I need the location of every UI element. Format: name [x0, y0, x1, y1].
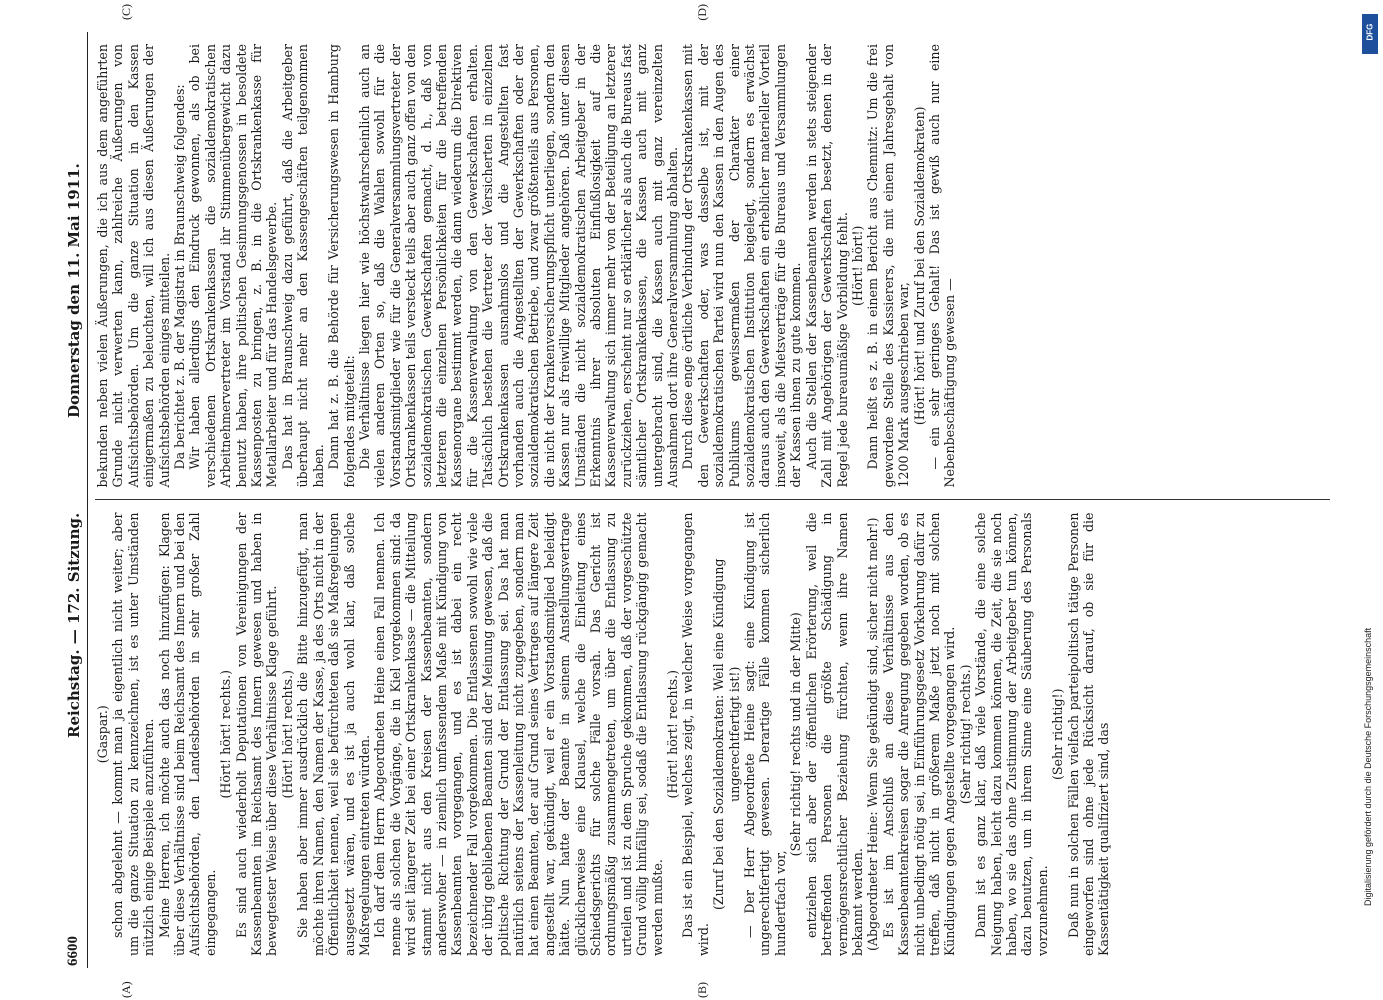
margin-marker-b: (B) [695, 982, 709, 998]
paragraph: Sie haben aber immer ausdrücklich die Bitte hinzugefügt, man möchte ihren Namen, den Namen der Kasse, ja des Orts nicht in der Öffentlichkeit nennen, weil sie befürchteten daß sie Maßregelungen ausgesetzt wären, und es ist ja auch wohl klar, daß solche Maßregelungen eintreten würden. [295, 512, 372, 956]
paragraph: (Sehr richtig! rechts.) [957, 664, 973, 805]
paragraph: Es ist im Anschluß an diese Verhältnisse aus den Kassenbeamtenkreisen sogar die Anregung gegeben worden, ob es nicht unbedingt nötig sei, in Einführungsgesetz Vorkehrung dafür zu treffen, daß nicht in größerem Maße jetzt noch mit solchen Kündigungen gegen Angestellte vorgegangen wird. [880, 512, 958, 956]
paragraph: (Sehr richtig!) [1050, 688, 1066, 780]
page-number: 6600 [65, 936, 81, 966]
paragraph: (Hört! hört! rechts.) [218, 669, 234, 799]
paragraph: Dann hat z. B. die Behörde für Versicherungswesen in Hamburg folgendes mitgeteilt: [326, 44, 357, 488]
paragraph: Ich darf dem Herrn Abgeordneten Heine einen Fall nennen. Ich nenne als solchen die Vorgänge, die in Kiel vorgekommen sind: da wird seit längerer Zeit bei einer Ortskrankenkasse — die Mitteilung stammt nicht aus den Kreisen der Kassenbeamten, sondern anderswoher — in ziemlich umfassendem Maße mit Kündigung von Kassenbeamten vorgegangen, und es ist dabei ein recht bezeichnender Fall vorgekommen. Die Entlassenen sowohl wie viele der übrig gebliebenen Beamten sind der Meinung gewesen, daß die politische Richtung der Grund der Entlassung sei. Das hat man natürlich seitens der Kassenleitung nicht zugegeben, sondern man hat einen Beamten, der auf Grund seines Vertrages auf längere Zeit angestellt war, gekündigt, weil er ein Vorstandsmitglied beleidigt hätte. Nun hatte der Beamte in seinem Anstellungsvertrage glücklicherweise eine Klausel, welche die Einleitung eines Schiedsgerichts für solche Fälle vorsah. Das Gericht ist ordnungsmäßig zusammengetreten, um über die Entlassung zu urteilen und ist zu dem Spruche gekommen, daß der vorgeschützte Grund völlig hinfällig sei, sodaß die Entlassung rückgängig gemacht werden mußte. [372, 512, 665, 956]
paragraph: Die Verhältnisse liegen hier wie höchstwahrscheinlich auch an vielen anderen Orten so, daß die Wahlen sowohl für die Vorstandsmitglieder wie für die Generalversammlungsvertreter der Ortskrankenkassen teils versteckt teils aber auch ganz offen von den sozialdemokratischen Gewerkschaften gemacht, d. h., daß von letzteren die einzelnen Persönlichkeiten für die betreffenden Kassenorgane bestimmt werden, die dann wiederum die Direktiven für die Kassenverwaltung von den Gewerkschaften erhalten. Tatsächlich bestehen die Vertreter der Versicherten in einzelnen Ortskrankenkassen ausnahmslos und die Angestellten fast vorhanden auch die Angestellten der Gewerkschaften oder der sozialdemokratischen Betriebe, und zwar größtenteils aus Personen, die nicht der Krankenversicherungspflicht unterliegen, sondern den Kassen nur als freiwillige Mitglieder angehören. Daß unter diesen Umständen die nicht sozialdemokratischen Arbeitgeber in der Erkenntnis ihrer absoluten Einflußlosigkeit auf die Kassenverwaltung sich immer mehr von der Beteiligung an letzterer zurückziehen, erscheint nur so erklärlicher als auch die Bureaus fast sämtlicher Ortskrankenkassen, die Kassen auch mit ganz untergebracht sind, die Kassen auch mit ganz vereinzelten Ausnahmen dort ihre Generalversammlung abhalten. [356, 44, 681, 488]
paragraph: Das ist ein Beispiel, welches zeigt, in welcher Weise vorgegangen wird. [680, 512, 711, 956]
paragraph: Da berichtet z. B. der Magistrat in Braunschweig folgendes: [172, 84, 188, 470]
document-page [45, 0, 1340, 1000]
paragraph: — Der Herr Abgeordnete Heine sagt: eine Kündigung ist ungerechtfertigt gewesen. Derartige Fälle kommen sicherlich hundertfach vor, [742, 512, 788, 956]
paragraph: (Hört! hört! rechts.) [665, 669, 681, 799]
paragraph: (Zuruf bei den Sozialdemokraten: Weil eine Kündigung ungerechtfertigt ist!) [711, 558, 742, 910]
paragraph: (Sehr richtig! rechts und in der Mitte) [788, 612, 804, 857]
paragraph: (Hört! hört! rechts.) [279, 669, 295, 799]
margin-marker-c: (C) [119, 4, 133, 20]
credit-sidebar [1359, 6, 1381, 996]
paragraph: Es sind auch wiederholt Deputationen von Vereinigungen der Kassenbeamten im Reichsamt des Innern gewesen und haben in bewegtester Weise über diese Verhältnisse Klage geführt. [233, 512, 280, 956]
paragraph: Dann ist es ganz klar, daß viele Vorstände, die eine solche Neigung haben, leicht dazu kommen können, die Zeit, die sie noch haben, wo sie das ohne Zustimmung der Arbeitgeber tun können, dazu benutzen, um in ihrem Sinne eine Säuberung des Personals vorzunehmen. [973, 512, 1050, 956]
paragraph: (Hört! hört!) [849, 225, 865, 306]
paragraph: Wir haben allerdings den Eindruck gewonnen, als ob bei verschiedenen Ortskrankenkassen die sozialdemokratischen Arbeitnehmervertreter im Vorstand ihr Stimmenübergewicht dazu benutzt haben, ihre politischen Gesinnungsgenossen in besoldete Kassenposten zu bringen, z. B. in die Ortskrankenkasse für Metallarbeiter und für das Handelsgewerbe. [187, 44, 280, 488]
paragraph: (Hört! hört! und Zuruf bei den Sozialdemokraten) [911, 106, 927, 426]
left-column [95, 500, 1330, 998]
paragraph: (Gaspar.) [95, 705, 110, 764]
paragraph: Daß nun in solchen Fällen vielfach parteipolitisch tätige Personen eingeworfen sind ohne jede Rücksicht darauf, ob sie für die Kassentätigkeit qualifiziert sind, das [1065, 512, 1112, 956]
paragraph: (Abgeordneter Heine: Wenn Sie gekündigt sind, sicher nicht mehr!) [865, 517, 881, 952]
paragraph: — ein sehr geringes Gehalt! Das ist gewiß auch nur eine Nebenbeschäftigung gewesen — [926, 44, 958, 488]
text-columns [95, 4, 1330, 998]
paragraph: Auch die Stellen der Kassenbeamten werden in stets steigender Zahl mit Angehörigen der Gewerkschaften besetzt, denen in der Regel jede bureaumäßige Vorbildung fehlt. [803, 44, 850, 488]
page-header [63, 32, 88, 968]
digitization-credit: Digitalisierung gefördert durch die Deutsche Forschungsgemeinschaft [1363, 627, 1373, 906]
dfg-logo: DFG [1362, 14, 1378, 54]
session-title: Reichstag. — 172. Sitzung. [65, 512, 83, 738]
paragraph: entziehen sich aber der öffentlichen Erörterung, weil die betreffenden Personen die größte Schädigung in vermögensrechtlicher Beziehung fürchten, wenn ihre Namen bekannt werden. [803, 512, 865, 956]
margin-marker-a: (A) [119, 981, 133, 998]
paragraph: schon abgelehnt — kommt man ja eigentlich nicht weiter; aber um die ganze Situation zu kennzeichnen, ist es unter Umständen nützlich einige Beispiele anzuführen. [110, 512, 157, 956]
paragraph: Durch diese enge örtliche Verbindung der Ortskrankenkassen mit den Gewerkschaften oder, was dasselbe ist, mit der sozialdemokratischen Partei wird nun den Kassen in den Augen des Publikums gewissermaßen der Charakter einer sozialdemokratischen Institution beigelegt, sondern es erwächst daraus auch den Gewerkschaften ein erheblicher materieller Vorteil insoweit, als die Mietsverträge für die Bureaus und Versammlungen der Kassen ihnen zu gute kommen. [680, 44, 804, 488]
paragraph: Meine Herren, ich möchte auch das noch hinzufügen: Klagen über diese Verhältnisse sind beim Reichsamt des Innern und bei den Aufsichtsbehörden, den Landesbehörden in sehr großer Zahl eingegangen. [156, 512, 218, 956]
paragraph: bekunden neben vielen Äußerungen, die ich aus dem angeführten Grunde nicht verwerten kann, zahlreiche Äußerungen von Aufsichtsbehörden. Um die ganze Situation in den Kassen einigermaßen zu beleuchten, will ich aus diesen Äußerungen der Aufsichtsbehörden einiges mitteilen. [95, 44, 172, 488]
paragraph: Das hat in Braunschweig dazu geführt, daß die Arbeitgeber überhaupt nicht mehr an den Kassengeschäften teilgenommen haben. [279, 44, 326, 488]
right-column [95, 4, 1330, 500]
paragraph: Dann heißt es z. B. in einem Bericht aus Chemnitz: Um die frei gewordene Stelle des Kassierers, die mit einem Jahresgehalt von 1200 Mark ausgeschrieben war, [865, 44, 912, 488]
session-date: Donnerstag den 11. Mai 1911. [65, 163, 83, 418]
margin-marker-d: (D) [695, 4, 709, 21]
